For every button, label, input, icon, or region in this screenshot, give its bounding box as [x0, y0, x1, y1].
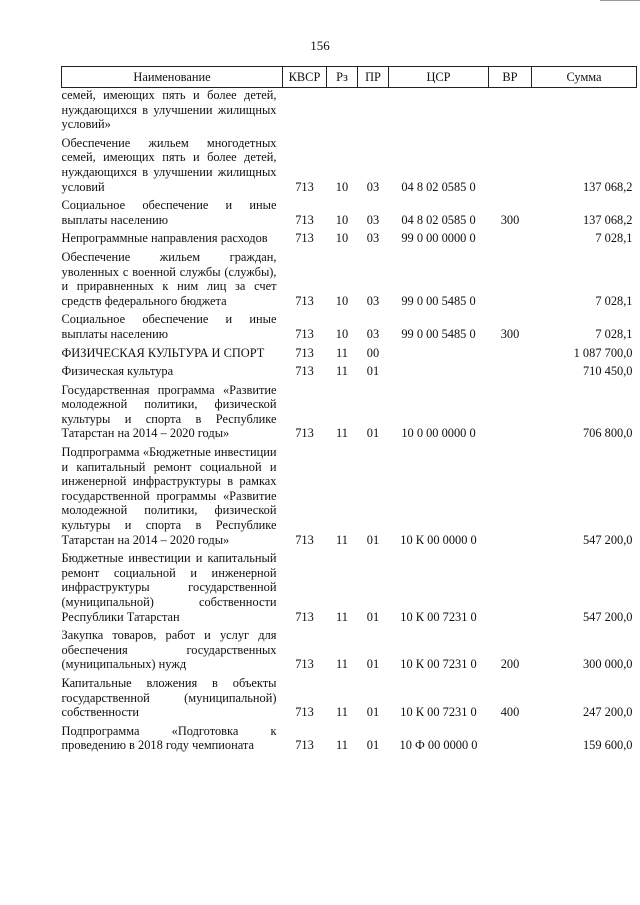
cell-sum: 710 450,0: [582, 364, 633, 379]
cell-sum: 7 028,1: [595, 326, 633, 341]
cell-csr: 04 8 02 0585 0: [401, 179, 476, 194]
table-row: [62, 724, 637, 757]
cell-rz: 11: [336, 426, 348, 441]
cell-name: Физическая культура: [61, 364, 174, 379]
cell-vr: [489, 445, 532, 551]
cell-kvsr: 713: [295, 231, 314, 246]
col-header-pr: ПР: [358, 67, 389, 88]
cell-vr: 300: [500, 326, 520, 341]
cell-kvsr: 713: [295, 657, 314, 672]
cell-name: Социальное обеспечение и иные выплаты населению: [61, 198, 277, 227]
col-header-rz: Рз: [327, 67, 358, 88]
cell-rz: [327, 88, 358, 136]
cell-name: семей, имеющих пять и более детей, нуждающихся в улучшении жилищных условий»: [61, 88, 277, 132]
cell-pr: 01: [366, 532, 380, 547]
cell-rz: 10: [335, 293, 349, 308]
cell-pr: 03: [366, 179, 380, 194]
cell-pr: 01: [366, 738, 380, 753]
cell-sum: 159 600,0: [582, 738, 633, 753]
cell-sum: 547 200,0: [582, 532, 633, 547]
cell-rz: 11: [336, 345, 348, 360]
cell-rz: 11: [336, 609, 348, 624]
cell-csr: 10 К 00 7231 0: [400, 657, 477, 672]
cell-name: ФИЗИЧЕСКАЯ КУЛЬТУРА И СПОРТ: [61, 345, 265, 360]
table-row: [62, 312, 637, 345]
cell-rz: 10: [335, 212, 349, 227]
cell-sum: 547 200,0: [582, 609, 633, 624]
cell-vr: [489, 364, 532, 383]
cell-rz: 10: [335, 231, 349, 246]
cell-pr: 03: [366, 293, 380, 308]
cell-rz: 10: [335, 179, 349, 194]
cell-name: Закупка товаров, работ и услуг для обеспечения государственных (муниципальных) нужд: [61, 628, 277, 672]
cell-sum: 1 087 700,0: [573, 345, 633, 360]
cell-kvsr: 713: [295, 705, 314, 720]
cell-csr: 10 Ф 00 0000 0: [399, 738, 478, 753]
cell-sum: 247 200,0: [582, 705, 633, 720]
cell-kvsr: 713: [295, 738, 314, 753]
cell-name: Подпрограмма «Бюджетные инвестиции и капитальный ремонт социальной и инженерной инфраструктуры в рамках государственной программы «Развитие молодежной политики, физической культуры и спорта в Республике Татарстан на 2014 – 2020 годы»: [61, 445, 277, 547]
budget-table: [61, 66, 637, 757]
cell-name: Капитальные вложения в объекты государственной (муниципальной) собственности: [61, 675, 277, 720]
header-row: [62, 67, 637, 88]
cell-csr: 99 0 00 5485 0: [401, 326, 476, 341]
cell-vr: [489, 88, 532, 136]
cell-kvsr: 713: [295, 345, 314, 360]
table-row: [62, 346, 637, 365]
cell-sum: 7 028,1: [595, 293, 633, 308]
cell-kvsr: 713: [295, 293, 314, 308]
cell-rz: 11: [336, 738, 348, 753]
page-number: 156: [310, 38, 330, 53]
cell-kvsr: 713: [295, 212, 314, 227]
cell-vr: 200: [500, 657, 520, 672]
cell-rz: 10: [335, 326, 349, 341]
cell-pr: 01: [366, 364, 380, 379]
cell-pr: 01: [366, 657, 380, 672]
cell-name: Бюджетные инвестиции и капитальный ремонт социальной и инженерной инфраструктуры государственной (муниципальной) собственности Республики Татарстан: [61, 551, 277, 624]
table-row: [62, 383, 637, 445]
table-row: [62, 551, 637, 628]
cell-pr: 03: [366, 212, 380, 227]
table-row: [62, 250, 637, 312]
scan-edge: [600, 0, 640, 15]
cell-vr: [489, 231, 532, 250]
cell-sum: 706 800,0: [582, 426, 633, 441]
cell-kvsr: 713: [295, 426, 314, 441]
table-row: [62, 88, 637, 136]
table-row: [62, 676, 637, 724]
cell-csr: 10 К 00 0000 0: [400, 532, 477, 547]
cell-pr: 03: [366, 231, 380, 246]
table-row: [62, 136, 637, 198]
cell-pr: 01: [366, 426, 380, 441]
cell-sum: 300 000,0: [582, 657, 633, 672]
cell-pr: [358, 88, 389, 136]
cell-sum: 7 028,1: [595, 231, 633, 246]
col-header-name: Наименование: [62, 67, 283, 88]
cell-name: Социальное обеспечение и иные выплаты населению: [61, 312, 277, 341]
col-header-vr: ВР: [489, 67, 532, 88]
cell-csr: 99 0 00 5485 0: [401, 293, 476, 308]
cell-vr: 400: [500, 705, 520, 720]
cell-rz: 11: [336, 532, 348, 547]
cell-kvsr: [283, 88, 327, 136]
cell-rz: 11: [336, 657, 348, 672]
cell-csr: [389, 346, 489, 365]
cell-vr: [489, 551, 532, 628]
table-row: [62, 198, 637, 231]
col-header-sum: Сумма: [532, 67, 637, 88]
col-header-kvsr: КВСР: [283, 67, 327, 88]
cell-vr: [489, 346, 532, 365]
table-row: [62, 628, 637, 676]
cell-csr: [389, 364, 489, 383]
cell-vr: [489, 724, 532, 757]
cell-csr: 10 К 00 7231 0: [400, 609, 477, 624]
cell-vr: [489, 383, 532, 445]
cell-pr: 01: [366, 705, 380, 720]
cell-name: Обеспечение жильем граждан, уволенных с военной службы (службы), и приравненных к ним лиц за счет средств федерального бюджета: [61, 249, 277, 308]
cell-csr: 10 0 00 0000 0: [401, 426, 476, 441]
cell-pr: 00: [366, 345, 380, 360]
cell-vr: [489, 136, 532, 198]
cell-kvsr: 713: [295, 179, 314, 194]
cell-pr: 01: [366, 609, 380, 624]
col-header-csr: ЦСР: [389, 67, 489, 88]
cell-pr: 03: [366, 326, 380, 341]
cell-kvsr: 713: [295, 326, 314, 341]
cell-sum: [532, 88, 637, 136]
cell-kvsr: 713: [295, 532, 314, 547]
cell-csr: 99 0 00 0000 0: [401, 231, 476, 246]
cell-sum: 137 068,2: [582, 179, 633, 194]
cell-rz: 11: [336, 705, 348, 720]
cell-name: Подпрограмма «Подготовка к проведению в 2018 году чемпионата: [61, 723, 277, 753]
cell-kvsr: 713: [295, 364, 314, 379]
cell-name: Непрограммные направления расходов: [61, 231, 268, 246]
table-row: [62, 231, 637, 250]
cell-csr: 04 8 02 0585 0: [401, 212, 476, 227]
cell-csr: [389, 88, 489, 136]
cell-sum: 137 068,2: [582, 212, 633, 227]
table-row: [62, 445, 637, 551]
table-row: [62, 364, 637, 383]
cell-rz: 11: [336, 364, 348, 379]
cell-csr: 10 К 00 7231 0: [400, 705, 477, 720]
cell-name: Обеспечение жильем многодетных семей, имеющих пять и более детей, нуждающихся в улучшении жилищных условий: [61, 135, 277, 194]
cell-kvsr: 713: [295, 609, 314, 624]
cell-vr: 300: [500, 212, 520, 227]
cell-vr: [489, 250, 532, 312]
cell-name: Государственная программа «Развитие молодежной политики, физической культуры и спорта в Республике Татарстан на 2014 – 2020 годы»: [61, 382, 277, 441]
